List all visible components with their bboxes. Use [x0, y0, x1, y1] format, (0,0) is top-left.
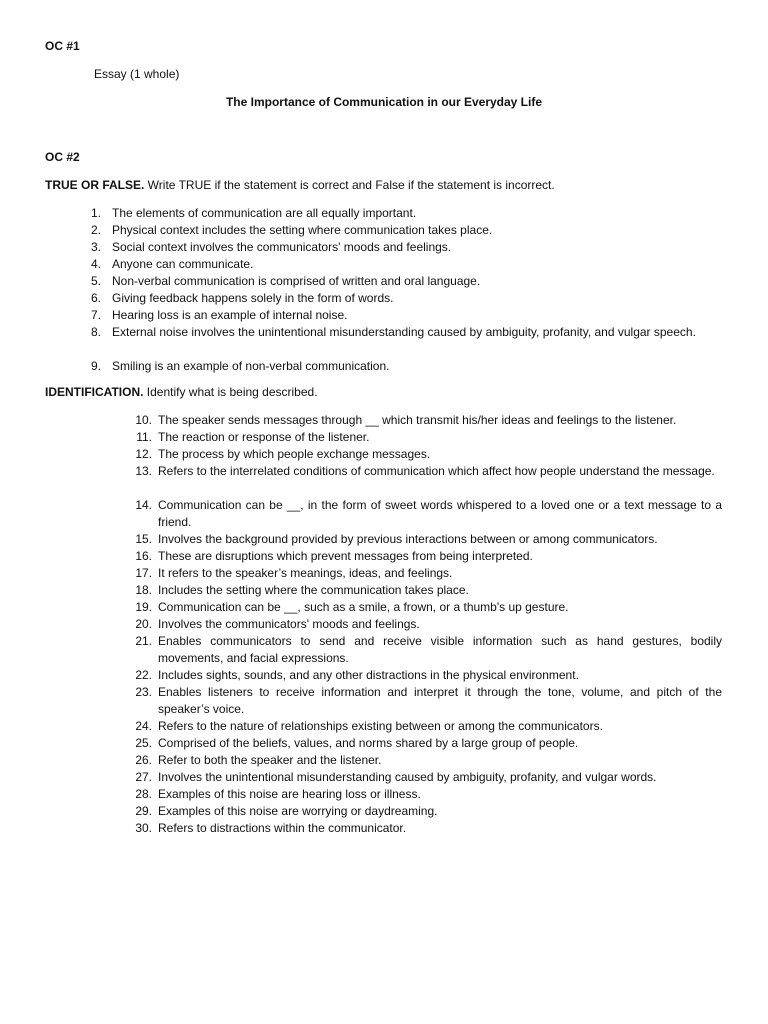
item-text: Comprised of the beliefs, values, and norms shared by a large group of people. [158, 736, 579, 750]
item-number: 2. [90, 223, 101, 237]
item-number: 25. [135, 736, 152, 750]
item-number: 13. [135, 464, 152, 478]
item-number: 17. [135, 566, 152, 580]
item-number: 19. [135, 600, 152, 614]
item-number: 24. [135, 719, 152, 733]
item-number: 15. [135, 532, 152, 546]
item-number: 9. [90, 359, 101, 373]
item-number: 22. [135, 668, 152, 682]
item-text: Enables communicators to send and receive visible information such as hand gestures, bodily movements, and facial expressions. [158, 634, 722, 665]
identification-instructions [45, 384, 318, 401]
item-text: Smiling is an example of non-verbal communication. [112, 359, 390, 373]
item-number: 28. [135, 787, 152, 801]
item-text: Giving feedback happens solely in the form of words. [112, 291, 394, 305]
item-text: Involves the unintentional misunderstanding caused by ambiguity, profanity, and vulgar words. [158, 770, 657, 784]
item-number: 27. [135, 770, 152, 784]
item-number: 8. [90, 325, 101, 339]
item-number: 3. [90, 240, 101, 254]
item-number: 4. [90, 257, 101, 271]
item-text: It refers to the speaker’s meanings, ideas, and feelings. [158, 566, 453, 580]
item-text: Refers to the nature of relationships existing between or among the communicators. [158, 719, 603, 733]
item-number: 20. [135, 617, 152, 631]
item-text: Examples of this noise are worrying or daydreaming. [158, 804, 438, 818]
item-text: Includes sights, sounds, and any other distractions in the physical environment. [158, 668, 579, 682]
item-text: Examples of this noise are hearing loss or illness. [158, 787, 421, 801]
item-number: 14. [135, 498, 152, 512]
item-number: 23. [135, 685, 152, 699]
item-text: Refers to the interrelated conditions of communication which affect how people understand the message. [158, 464, 715, 478]
item-number: 12. [135, 447, 152, 461]
item-text: Physical context includes the setting where communication takes place. [112, 223, 493, 237]
item-text: Refers to distractions within the communicator. [158, 821, 407, 835]
tf-instructions [45, 177, 555, 194]
identification-instruction-text: Identify what is being described. [143, 385, 318, 399]
item-text: Involves the background provided by previous interactions between or among communicators. [158, 532, 658, 546]
item-number: 7. [90, 308, 101, 322]
item-text: Non-verbal communication is comprised of written and oral language. [112, 274, 481, 288]
item-text: The reaction or response of the listener. [158, 430, 370, 444]
item-text: Refer to both the speaker and the listener. [158, 753, 382, 767]
item-number: 10. [135, 413, 152, 427]
item-text: These are disruptions which prevent messages from being interpreted. [158, 549, 533, 563]
item-text: The process by which people exchange messages. [158, 447, 431, 461]
item-number: 5. [90, 274, 101, 288]
item-text: Social context involves the communicators' moods and feelings. [112, 240, 452, 254]
true-false-list [45, 205, 722, 375]
item-text: Enables listeners to receive information and interpret it through the tone, volume, and pitch of the speaker’s voice. [158, 685, 722, 716]
item-number: 11. [136, 430, 152, 444]
item-number: 21. [135, 634, 152, 648]
item-number: 29. [135, 804, 152, 818]
tf-instruction-text: Write TRUE if the statement is correct and False if the statement is incorrect. [144, 178, 555, 192]
item-number: 1. [90, 206, 101, 220]
essay-label: Essay (1 whole) [94, 67, 180, 81]
item-number: 18. [135, 583, 152, 597]
item-number: 26. [135, 753, 152, 767]
identification-list [45, 412, 722, 838]
oc2-label: OC #2 [45, 150, 80, 164]
item-text: Communication can be __, in the form of sweet words whispered to a loved one or a text message to a friend. [158, 498, 722, 529]
tf-heading: TRUE OR FALSE. [45, 178, 145, 192]
item-text: Hearing loss is an example of internal noise. [112, 308, 348, 322]
item-text: Communication can be __, such as a smile, a frown, or a thumb's up gesture. [158, 600, 569, 614]
item-number: 30. [135, 821, 152, 835]
item-text: Anyone can communicate. [112, 257, 254, 271]
item-text: The elements of communication are all equally important. [112, 206, 417, 220]
identification-heading: IDENTIFICATION. [45, 385, 144, 399]
item-text: External noise involves the unintentional misunderstanding caused by ambiguity, profanity, and vulgar speech. [112, 325, 696, 339]
item-text: Includes the setting where the communication takes place. [158, 583, 469, 597]
oc1-label: OC #1 [45, 39, 80, 53]
item-text: The speaker sends messages through __ which transmit his/her ideas and feelings to the listener. [158, 413, 677, 427]
item-number: 6. [90, 291, 101, 305]
item-text: Involves the communicators' moods and feelings. [158, 617, 420, 631]
essay-title: The Importance of Communication in our Everyday Life [225, 95, 543, 109]
item-number: 16. [135, 549, 152, 563]
